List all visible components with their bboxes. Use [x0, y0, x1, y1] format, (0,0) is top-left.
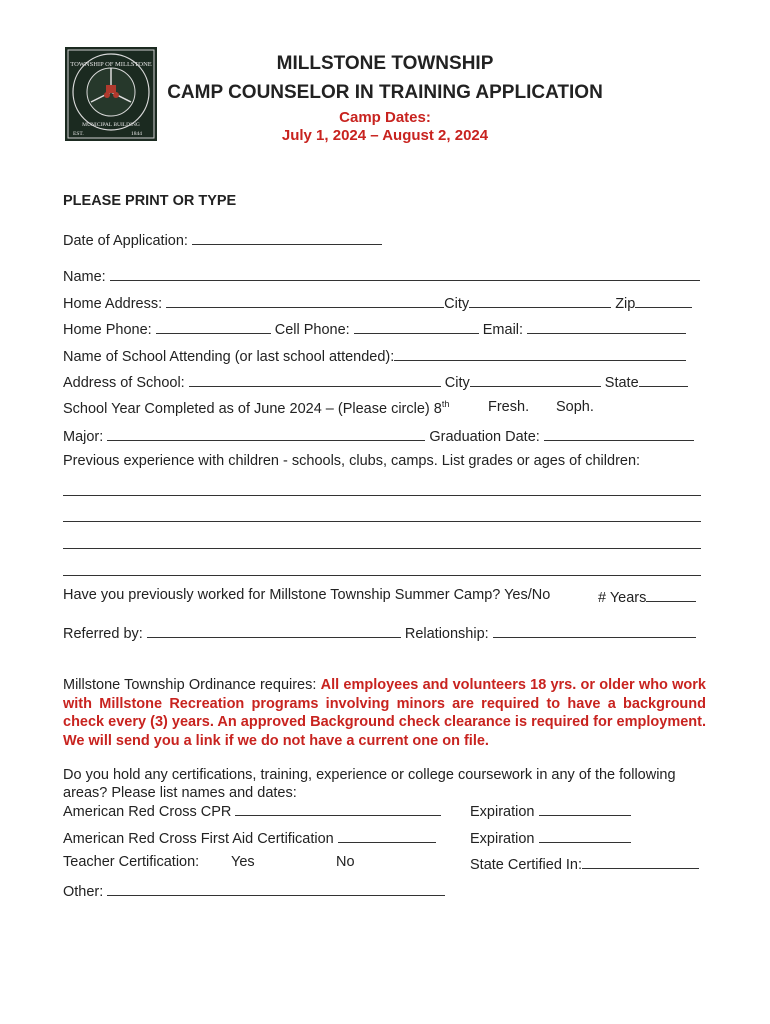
- home-phone-label: Home Phone:: [63, 322, 152, 338]
- years-field[interactable]: [598, 587, 696, 606]
- school-year-label: School Year Completed as of June 2024 – (Please circle) 8: [63, 400, 442, 417]
- state-certified-label: State Certified In:: [470, 857, 583, 873]
- date-of-application-line[interactable]: [192, 230, 382, 245]
- first-aid-expiration-line[interactable]: [539, 828, 631, 843]
- experience-line-4[interactable]: [63, 575, 701, 576]
- school-name-line[interactable]: [394, 346, 686, 361]
- header-township: MILLSTONE TOWNSHIP: [276, 53, 494, 74]
- certifications-question: Do you hold any certifications, training, experience or college coursework in any of the following areas? Please list names and dates:: [63, 767, 676, 801]
- first-aid-expiration-label: Expiration: [470, 831, 535, 847]
- cpr-expiration-label: Expiration: [470, 804, 535, 820]
- cpr-expiration-field[interactable]: [470, 801, 631, 820]
- first-aid-field[interactable]: [63, 828, 436, 847]
- state-line[interactable]: [639, 372, 688, 387]
- graduation-date-line[interactable]: [544, 426, 694, 441]
- cpr-label: American Red Cross CPR: [63, 804, 232, 820]
- date-of-application-label: Date of Application:: [63, 233, 188, 249]
- relationship-line[interactable]: [493, 623, 696, 638]
- home-address-label: Home Address:: [63, 296, 163, 312]
- other-label: Other:: [63, 884, 104, 900]
- experience-line-2[interactable]: [63, 521, 701, 522]
- home-phone-line[interactable]: [156, 319, 271, 334]
- teacher-certification-label: Teacher Certification:: [63, 854, 200, 870]
- experience-line-3[interactable]: [63, 548, 701, 549]
- logo-arc-text: TOWNSHIP OF MILLSTONE: [70, 61, 152, 68]
- home-address-row: [63, 293, 692, 312]
- ordinance-requirement: All employees and volunteers 18 yrs. or older who work with Millstone Recreation programs involving minors are required to have a background check every (3) years. An approved Background check clearance is required for employment. We will send you a link if we do not have a current one on file.: [63, 677, 706, 749]
- school-city-label: City: [444, 375, 470, 391]
- other-line[interactable]: [107, 881, 445, 896]
- state-certified-field[interactable]: [470, 854, 699, 873]
- cell-phone-line[interactable]: [354, 319, 479, 334]
- worked-before-label: Have you previously worked for Millstone Township Summer Camp? Yes/No: [63, 587, 551, 603]
- zip-label: Zip: [615, 296, 636, 312]
- graduation-date-label: Graduation Date:: [429, 429, 540, 445]
- years-label: # Years: [598, 590, 647, 606]
- other-field[interactable]: [63, 881, 445, 900]
- first-aid-label: American Red Cross First Aid Certification: [63, 831, 334, 847]
- email-label: Email:: [482, 322, 524, 338]
- logo-year-text: 1844: [131, 131, 142, 137]
- relationship-label: Relationship:: [404, 626, 489, 642]
- school-year-row: [63, 399, 449, 417]
- ordinance-intro: Millstone Township Ordinance requires:: [63, 677, 321, 693]
- teacher-yes-option[interactable]: Yes: [231, 854, 255, 870]
- date-of-application-field[interactable]: [63, 230, 382, 249]
- school-year-sup: th: [441, 399, 450, 409]
- previous-experience-label: Previous experience with children - schools, clubs, camps. List grades or ages of children:: [63, 453, 641, 469]
- city-line[interactable]: [469, 293, 611, 308]
- name-line[interactable]: [110, 266, 700, 281]
- worked-before-row: [63, 587, 550, 603]
- school-address-line[interactable]: [189, 372, 441, 387]
- school-address-row: [63, 372, 688, 391]
- major-line[interactable]: [107, 426, 425, 441]
- school-name-label: Name of School Attending (or last school attended):: [63, 349, 395, 365]
- cell-phone-label: Cell Phone:: [274, 322, 350, 338]
- zip-line[interactable]: [635, 293, 692, 308]
- first-aid-expiration-field[interactable]: [470, 828, 631, 847]
- email-line[interactable]: [527, 319, 686, 334]
- school-address-label: Address of School:: [63, 375, 185, 391]
- city-label: City: [444, 296, 470, 312]
- print-or-type-instruction: PLEASE PRINT OR TYPE: [63, 193, 237, 209]
- grade-fresh-option[interactable]: Fresh.: [488, 399, 530, 415]
- referred-by-line[interactable]: [147, 623, 401, 638]
- major-label: Major:: [63, 429, 104, 445]
- teacher-no-option[interactable]: No: [336, 854, 355, 870]
- major-row: [63, 426, 694, 445]
- referred-by-label: Referred by:: [63, 626, 143, 642]
- state-certified-line[interactable]: [582, 854, 699, 869]
- grade-soph-option[interactable]: Soph.: [556, 399, 594, 415]
- years-line[interactable]: [646, 587, 696, 602]
- cpr-expiration-line[interactable]: [539, 801, 631, 816]
- cpr-field[interactable]: [63, 801, 441, 820]
- name-label: Name:: [63, 269, 106, 285]
- ordinance-paragraph: [63, 676, 706, 750]
- logo-est-text: EST.: [73, 131, 84, 137]
- state-label: State: [604, 375, 639, 391]
- name-field[interactable]: [63, 266, 700, 285]
- camp-dates-label: Camp Dates:: [339, 109, 431, 126]
- school-name-field[interactable]: [63, 346, 686, 365]
- experience-line-1[interactable]: [63, 495, 701, 496]
- header-application-title: CAMP COUNSELOR IN TRAINING APPLICATION: [167, 82, 603, 103]
- logo-bottom-text: MUNICIPAL BUILDING: [82, 122, 140, 128]
- cpr-line[interactable]: [235, 801, 441, 816]
- camp-dates: July 1, 2024 – August 2, 2024: [281, 127, 489, 144]
- phone-row: [63, 319, 686, 338]
- school-city-line[interactable]: [470, 372, 601, 387]
- first-aid-line[interactable]: [338, 828, 436, 843]
- referral-row: [63, 623, 696, 642]
- home-address-line[interactable]: [166, 293, 444, 308]
